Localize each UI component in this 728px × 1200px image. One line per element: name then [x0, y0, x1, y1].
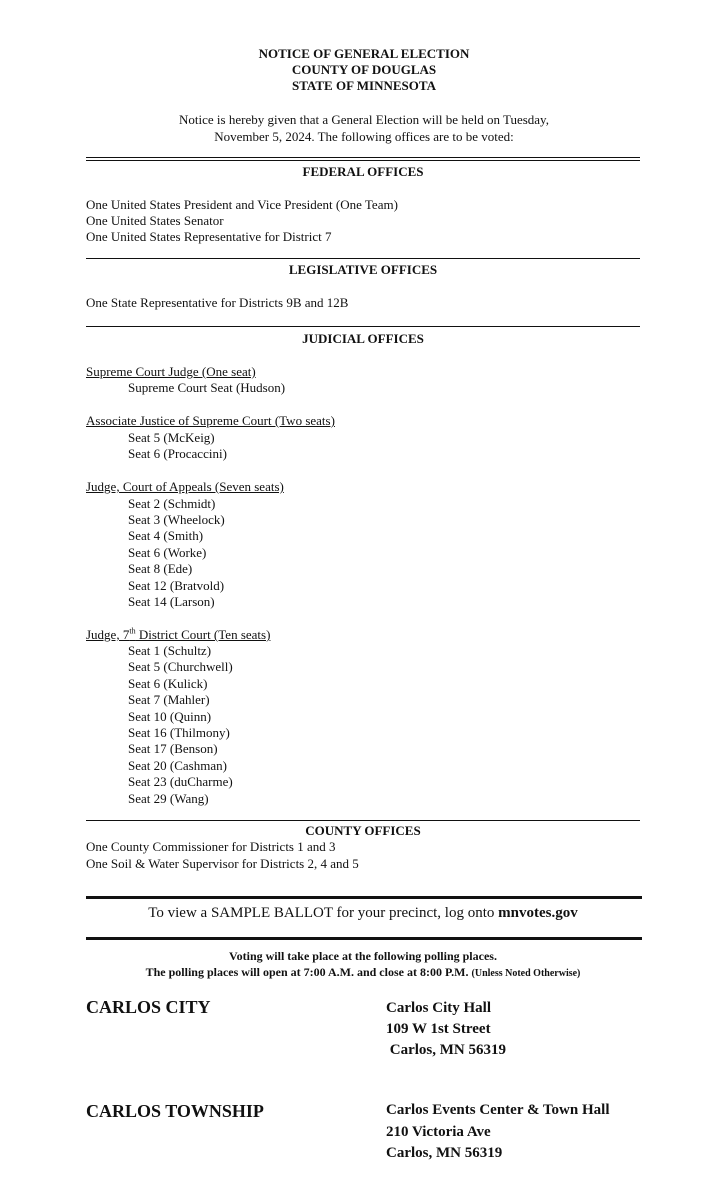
legislative-section-title: LEGISLATIVE OFFICES	[288, 262, 438, 277]
supreme-court-category: Supreme Court Judge (One seat)	[86, 364, 256, 379]
seat-item: Seat 10 (Quinn)	[128, 709, 212, 724]
seat-item: Seat 23 (duCharme)	[128, 774, 233, 789]
federal-item: One United States President and Vice President (One Team)	[86, 197, 398, 212]
seat-item: Seat 5 (Churchwell)	[128, 659, 233, 674]
county-title: COUNTY OF DOUGLAS	[291, 62, 437, 77]
district-court-label-sup: th	[129, 626, 136, 636]
section-rule	[86, 258, 640, 259]
intro-line-2: November 5, 2024. The following offices are to be voted:	[214, 129, 514, 144]
double-rule	[86, 157, 640, 161]
section-rule	[86, 326, 640, 327]
judicial-section-title: JUDICIAL OFFICES	[302, 331, 424, 346]
polling-place-name: CARLOS TOWNSHIP	[86, 1101, 264, 1121]
district-court-label-pre: Judge, 7	[86, 627, 130, 642]
seat-item: Seat 14 (Larson)	[128, 594, 215, 609]
seat-item: Seat 5 (McKeig)	[128, 430, 215, 445]
seat-item: Seat 17 (Benson)	[128, 741, 218, 756]
seat-item: Seat 16 (Thilmony)	[128, 725, 230, 740]
sample-ballot-text: To view a SAMPLE BALLOT for your precinct, log onto	[148, 905, 499, 921]
seat-item: Supreme Court Seat (Hudson)	[128, 380, 286, 395]
polling-place-name: CARLOS CITY	[86, 997, 211, 1017]
seat-item: Seat 1 (Schultz)	[128, 643, 212, 658]
seat-item: Seat 6 (Procaccini)	[128, 446, 227, 461]
polling-intro: Voting will take place at the following polling places.	[229, 949, 497, 963]
mnvotes-link[interactable]: mnvotes.gov	[498, 905, 578, 921]
polling-address-line: Carlos, MN 56319	[386, 1145, 503, 1161]
section-rule	[86, 820, 640, 821]
thick-rule	[86, 937, 642, 940]
seat-item: Seat 29 (Wang)	[128, 791, 209, 806]
seat-item: Seat 12 (Bratvold)	[128, 578, 225, 593]
state-title: STATE OF MINNESOTA	[292, 78, 436, 93]
district-court-label-post: District Court (Ten seats)	[135, 627, 271, 642]
county-item: One County Commissioner for Districts 1 and 3	[86, 839, 336, 854]
associate-justice-category: Associate Justice of Supreme Court (Two seats)	[86, 413, 335, 428]
polling-hours	[86, 964, 640, 982]
county-section-title: COUNTY OFFICES	[305, 823, 421, 838]
notice-title: NOTICE OF GENERAL ELECTION	[258, 46, 470, 61]
seat-item: Seat 4 (Smith)	[128, 528, 204, 543]
seat-item: Seat 3 (Wheelock)	[128, 512, 225, 527]
federal-item: One United States Representative for District 7	[86, 229, 332, 244]
polling-address-line: Carlos Events Center & Town Hall	[386, 1102, 610, 1118]
polling-address-line: Carlos City Hall	[386, 1000, 491, 1016]
polling-hours-note: (Unless Noted Otherwise)	[471, 968, 581, 979]
county-item: One Soil & Water Supervisor for Districts 2, 4 and 5	[86, 856, 359, 871]
seat-item: Seat 2 (Schmidt)	[128, 496, 216, 511]
sample-ballot-notice	[86, 903, 640, 923]
district-court-category	[86, 627, 640, 643]
federal-section-title: FEDERAL OFFICES	[302, 164, 424, 179]
polling-hours-text: The polling places will open at 7:00 A.M. and close at 8:00 P.M.	[145, 965, 472, 979]
polling-address-line: Carlos, MN 56319	[386, 1042, 506, 1058]
federal-item: One United States Senator	[86, 213, 224, 228]
intro-line-1: Notice is hereby given that a General Election will be held on Tuesday,	[179, 112, 549, 127]
court-of-appeals-category: Judge, Court of Appeals (Seven seats)	[86, 479, 284, 494]
seat-item: Seat 7 (Mahler)	[128, 692, 210, 707]
seat-item: Seat 6 (Worke)	[128, 545, 207, 560]
polling-address-line: 109 W 1st Street	[386, 1021, 491, 1037]
seat-item: Seat 6 (Kulick)	[128, 676, 208, 691]
polling-address-line: 210 Victoria Ave	[386, 1124, 491, 1140]
seat-item: Seat 8 (Ede)	[128, 561, 193, 576]
seat-item: Seat 20 (Cashman)	[128, 758, 227, 773]
thick-rule	[86, 896, 642, 899]
legislative-item: One State Representative for Districts 9B and 12B	[86, 295, 349, 310]
